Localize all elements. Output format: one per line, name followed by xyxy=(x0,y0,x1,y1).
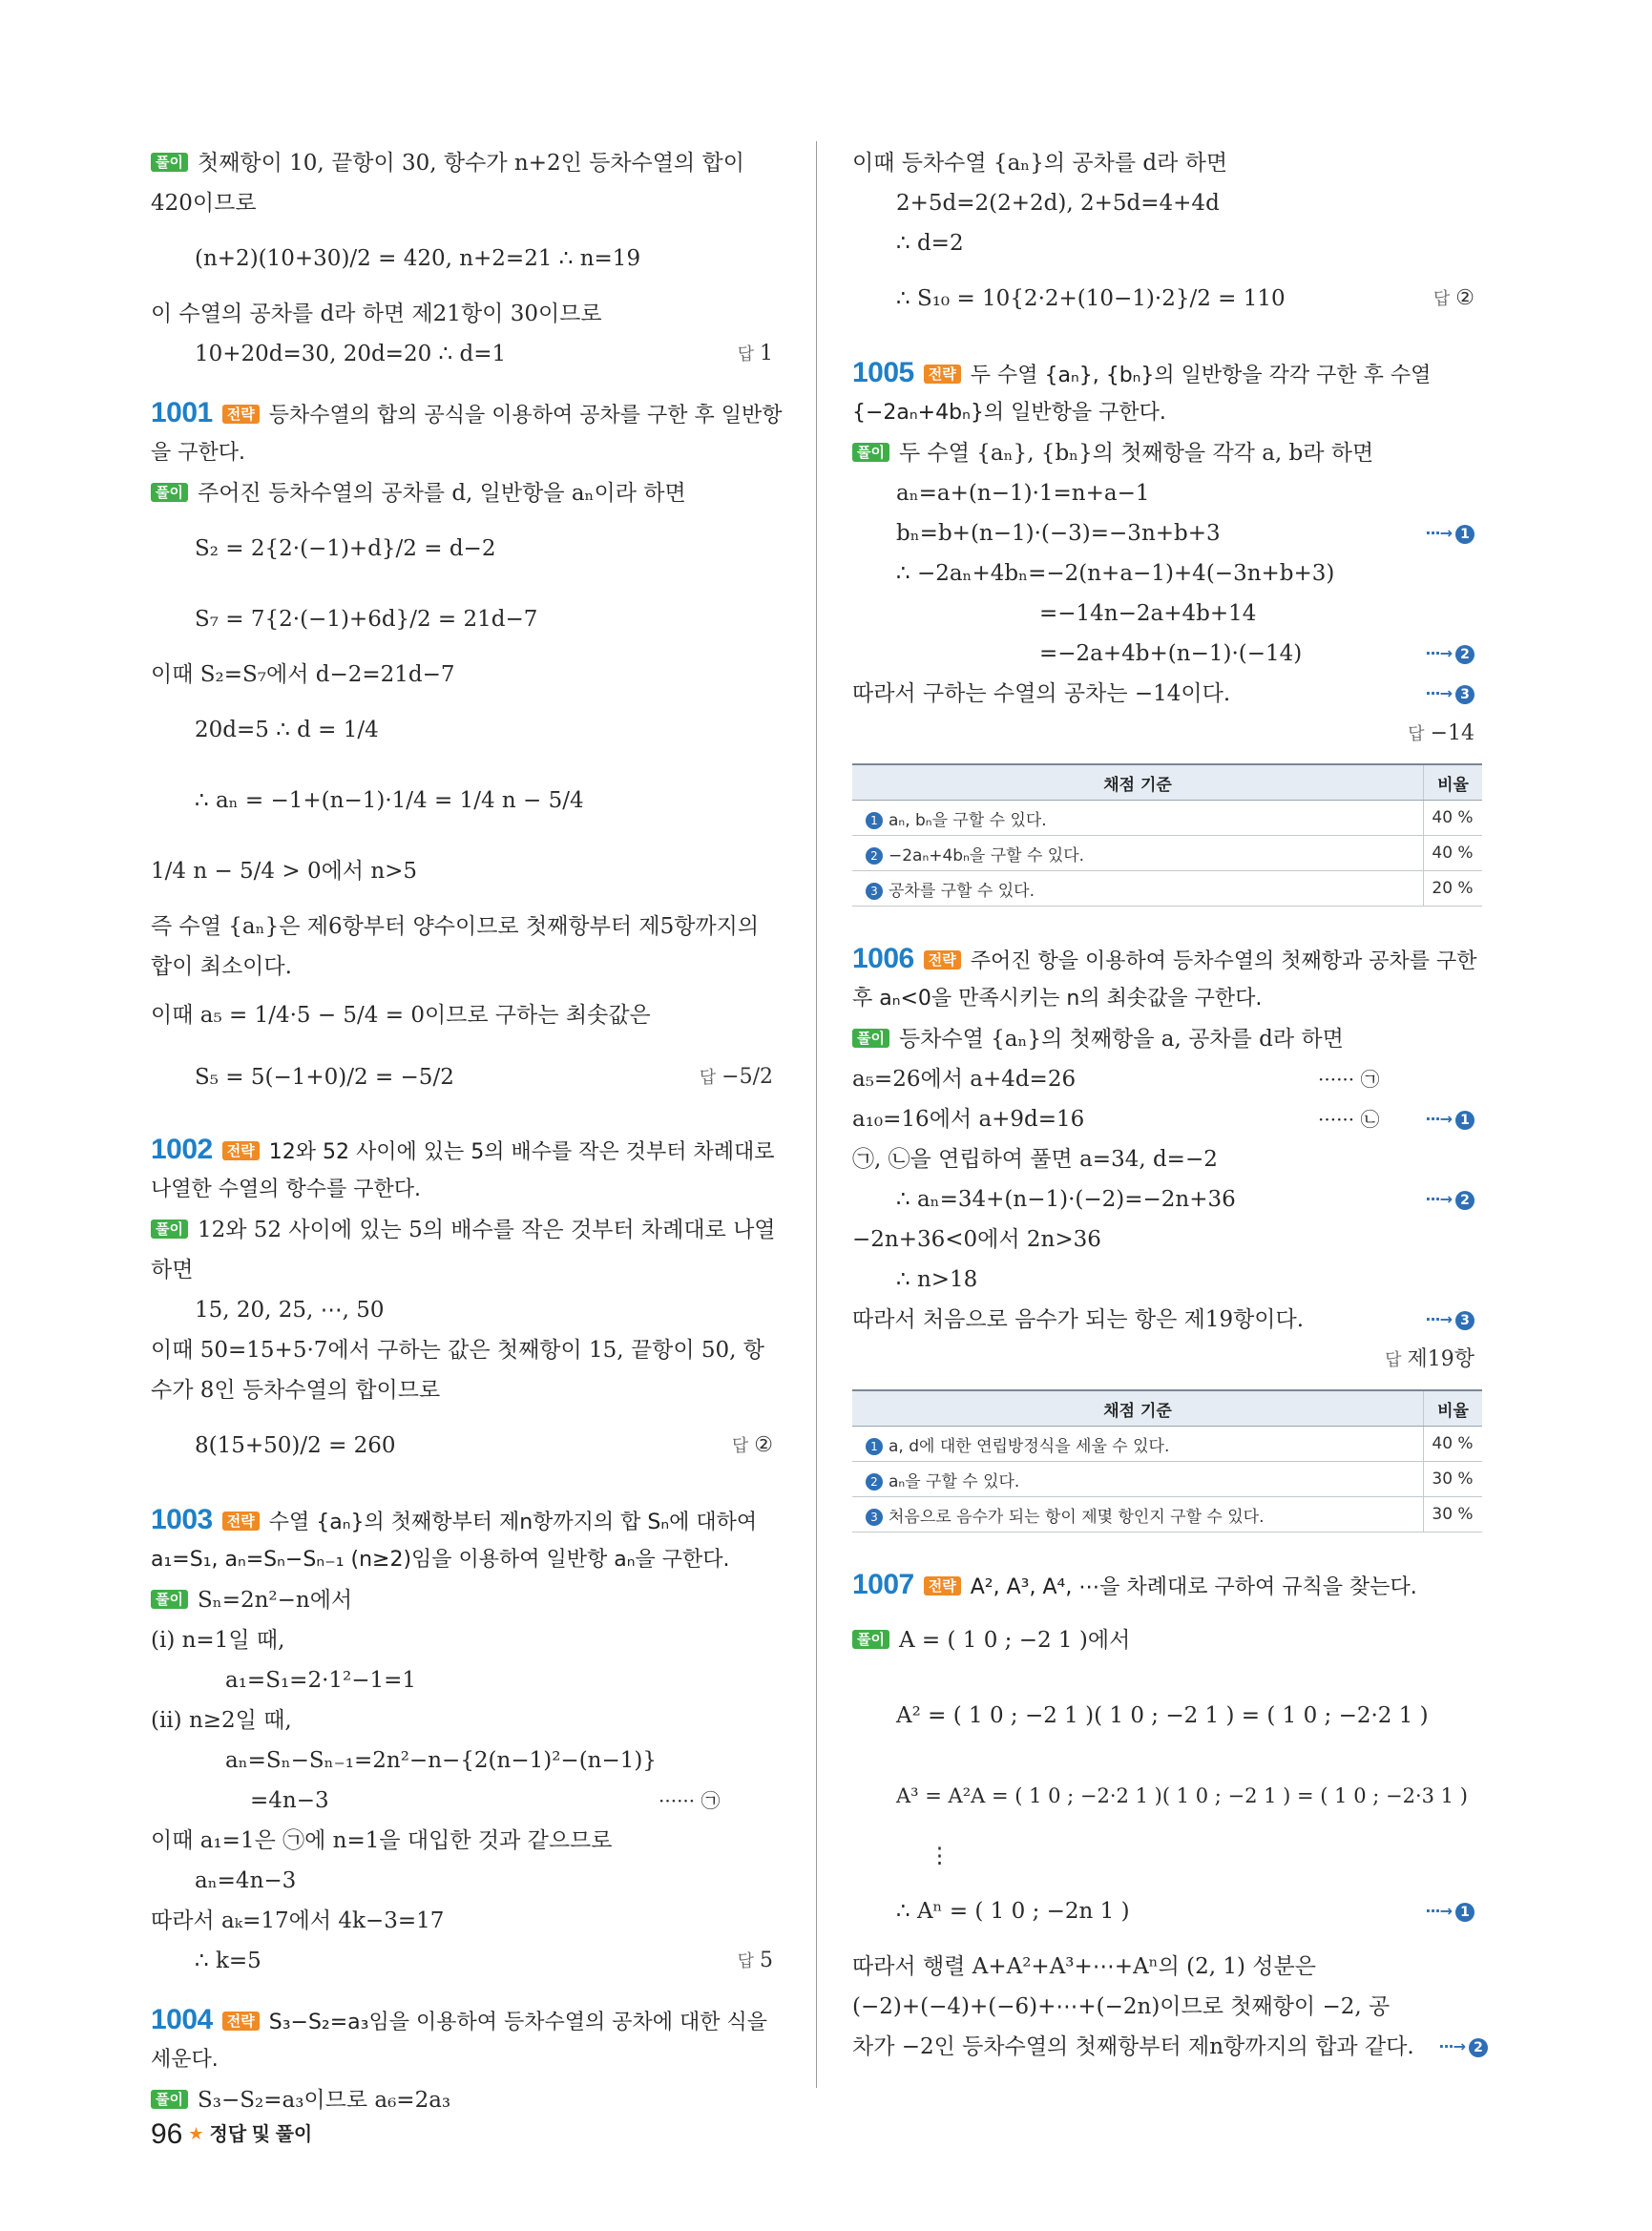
solution-line: 풀이 첫째항이 10, 끝항이 30, 항수가 n+2인 등차수열의 합이 xyxy=(151,143,781,183)
equation-line: ⋮ xyxy=(929,1844,951,1868)
step-icon: 1 xyxy=(866,812,883,829)
problem-number: 1003 xyxy=(151,1504,213,1535)
criteria-header: 채점 기준 xyxy=(852,1390,1424,1427)
answer-mark: 답 ② xyxy=(1433,263,1474,335)
strategy-text: {−2aₙ+4bₙ}의 일반항을 구한다. xyxy=(852,401,1166,425)
solution-tag: 풀이 xyxy=(852,443,889,462)
strategy-tag: 전략 xyxy=(924,1576,961,1595)
solution-tag: 풀이 xyxy=(151,483,188,502)
solution-line: 풀이 두 수열 {aₙ}, {bₙ}의 첫째항을 각각 a, b라 하면 xyxy=(852,433,1482,473)
problem-number: 1002 xyxy=(151,1134,213,1165)
table-row: 1 a, d에 대한 연립방정식을 세울 수 있다. 40 % xyxy=(852,1427,1482,1462)
table-row: 3 처음으로 음수가 되는 항이 제몇 항인지 구할 수 있다. 30 % xyxy=(852,1497,1482,1533)
step-marker: ···→ 1 xyxy=(1425,1099,1474,1139)
solution-tag: 풀이 xyxy=(852,1029,889,1048)
table-row: 2 aₙ을 구할 수 있다. 30 % xyxy=(852,1462,1482,1497)
strategy-tag: 전략 xyxy=(222,1141,260,1160)
step-1-icon: 1 xyxy=(1455,525,1474,544)
solution-line: 풀이 Sₙ=2n²−n에서 xyxy=(151,1580,781,1620)
solution-line: 이때 a₅ = 1/4·5 − 5/4 = 0이므로 구하는 최솟값은 xyxy=(151,1003,651,1028)
equation-line: S₂ = 2{2·(−1)+d}/2 = d−2 xyxy=(195,536,496,561)
problem-header: 1003 전략 수열 {aₙ}의 첫째항부터 제n항까지의 합 Sₙ에 대하여 xyxy=(151,1504,758,1535)
equation-line: 8(15+50)/2 = 260 답 ② xyxy=(151,1410,781,1481)
table-row: 3 공차를 구할 수 있다. 20 % xyxy=(852,871,1482,907)
solution-line: 즉 수열 {aₙ}은 제6항부터 양수이므로 첫째항부터 제5항까지의 xyxy=(151,914,760,939)
strategy-text: 을 구한다. xyxy=(151,441,245,465)
solution-line: 풀이 12와 52 사이에 있는 5의 배수를 작은 것부터 차례대로 나열 xyxy=(151,1210,781,1250)
step-1-icon: 1 xyxy=(1455,1111,1474,1130)
equation-line: aₙ=Sₙ−Sₙ₋₁=2n²−n−{2(n−1)²−(n−1)} xyxy=(225,1748,657,1773)
solution-line: 풀이 주어진 등차수열의 공차를 d, 일반항을 aₙ이라 하면 xyxy=(151,473,781,513)
solution-tag: 풀이 xyxy=(151,1590,188,1609)
step-icon: 3 xyxy=(866,883,883,900)
step-1-icon: 1 xyxy=(1455,1903,1474,1922)
step-marker: ···→ 3 xyxy=(1425,674,1474,714)
problem-header: 1005 전략 두 수열 {aₙ}, {bₙ}의 일반항을 각각 구한 후 수열 xyxy=(852,357,1432,388)
page-number: 96 xyxy=(151,2118,183,2150)
answer-mark: 답 −5/2 xyxy=(700,1044,773,1112)
step-icon: 3 xyxy=(866,1509,883,1526)
equation-line: 20d=5 ∴ d = 1/4 xyxy=(195,718,379,742)
problem-header: 1006 전략 주어진 항을 이용하여 등차수열의 첫째항과 공차를 구한 xyxy=(852,943,1477,974)
equation-line: a₁₀=16에서 a+9d=16 ······ ㉡ ···→ 1 xyxy=(852,1099,1482,1139)
step-marker: ···→ 2 xyxy=(1425,1179,1474,1220)
equation-line: a₁=S₁=2·1²−1=1 xyxy=(225,1668,417,1693)
equation-line: 10+20d=30, 20d=20 ∴ d=1 답 1 xyxy=(151,334,781,374)
left-column xyxy=(151,143,781,2120)
problem-number: 1004 xyxy=(151,2004,213,2035)
equation-line: =−2a+4b+(n−1)·(−14) ···→ 2 xyxy=(852,634,1482,674)
step-icon: 1 xyxy=(866,1438,883,1455)
step-2-icon: 2 xyxy=(1455,645,1474,664)
equation-mark: ······ ㉠ xyxy=(1318,1068,1380,1091)
answer-line xyxy=(852,714,1482,754)
strategy-text: 후 aₙ<0을 만족시키는 n의 최솟값을 구한다. xyxy=(852,987,1263,1011)
answer-icon: 답 xyxy=(699,1068,717,1088)
solution-line: 이때 50=15+5·7에서 구하는 값은 첫째항이 15, 끝항이 50, 항 xyxy=(151,1338,765,1363)
solution-line: ㉠, ㉡을 연립하여 풀면 a=34, d=−2 xyxy=(852,1147,1218,1172)
page-footer xyxy=(151,2118,312,2151)
equation-line: S₇ = 7{2·(−1)+6d}/2 = 21d−7 xyxy=(195,607,538,632)
equation-line: A³ = A²A = ( 1 0 ; −2·2 1 )( 1 0 ; −2 1 ) = ( 1 0 ; −2·3 1 ) xyxy=(896,1784,1468,1807)
solution-line: 따라서 aₖ=17에서 4k−3=17 xyxy=(151,1908,445,1933)
table-row: 2 −2aₙ+4bₙ을 구할 수 있다. 40 % xyxy=(852,836,1482,871)
step-2-icon: 2 xyxy=(1469,2038,1488,2057)
solution-line: 합이 최소이다. xyxy=(151,954,292,979)
footer-label: 정답 및 풀이 xyxy=(209,2124,313,2145)
strategy-text: 세운다. xyxy=(151,2048,219,2072)
strategy-tag: 전략 xyxy=(222,1512,260,1531)
equation-line: ∴ d=2 xyxy=(896,231,964,256)
answer-icon: 답 xyxy=(1432,289,1451,309)
answer-icon: 답 xyxy=(737,344,754,365)
ratio-header: 비율 xyxy=(1424,1390,1483,1427)
equation-line: ∴ k=5 답 5 xyxy=(151,1941,781,1981)
table-row: 1 aₙ, bₙ을 구할 수 있다. 40 % xyxy=(852,801,1482,836)
solution-line: (−2)+(−4)+(−6)+⋯+(−2n)이므로 첫째항이 −2, 공 xyxy=(852,1994,1391,2019)
strategy-tag: 전략 xyxy=(222,2012,260,2031)
solution-line: 따라서 구하는 수열의 공차는 −14이다. ···→ 3 xyxy=(852,674,1482,714)
column-divider xyxy=(816,141,817,2088)
equation-mark: ······ ㉠ xyxy=(659,1789,721,1812)
problem-number: 1006 xyxy=(852,943,914,974)
solution-tag: 풀이 xyxy=(852,1630,889,1649)
step-marker: ···→ 2 xyxy=(1425,634,1474,674)
step-icon: 2 xyxy=(866,847,883,865)
scoring-criteria-table xyxy=(852,1389,1482,1533)
answer-mark: 답 제19항 xyxy=(1385,1340,1474,1381)
solution-tag: 풀이 xyxy=(151,2090,188,2109)
solution-line: 하면 xyxy=(151,1258,194,1282)
equation-line: aₙ=4n−3 xyxy=(195,1868,297,1893)
step-marker: ···→ 3 xyxy=(1425,1300,1474,1340)
step-marker: ···→ 1 xyxy=(1425,513,1474,553)
answer-mark: 답 −14 xyxy=(1408,714,1474,755)
solution-tag: 풀이 xyxy=(151,1220,188,1239)
star-icon: ★ xyxy=(188,2124,204,2143)
step-3-icon: 3 xyxy=(1455,1311,1474,1330)
problem-header: 1007 전략 A², A³, A⁴, ⋯을 차례대로 구하여 규칙을 찾는다. xyxy=(852,1569,1417,1600)
solution-line: 풀이 등차수열 {aₙ}의 첫째항을 a, 공차를 d라 하면 xyxy=(852,1019,1482,1059)
solution-line: 이때 등차수열 {aₙ}의 공차를 d라 하면 xyxy=(852,151,1228,176)
equation-line: ∴ n>18 xyxy=(896,1267,978,1292)
answer-mark: 답 ② xyxy=(732,1410,773,1482)
solution-line: 이때 S₂=S₇에서 d−2=21d−7 xyxy=(151,662,455,687)
equation-line: ∴ aₙ = −1+(n−1)·1/4 = 1/4 n − 5/4 xyxy=(195,788,584,813)
answer-mark: 답 1 xyxy=(738,334,773,375)
equation-line: =4n−3 ······ ㉠ xyxy=(151,1781,781,1821)
solution-line: 420이므로 xyxy=(151,191,257,216)
problem-number: 1001 xyxy=(151,397,213,428)
step-marker: ···→ 2 xyxy=(1438,2027,1488,2067)
equation-line: 2+5d=2(2+2d), 2+5d=4+4d xyxy=(896,191,1220,216)
equation-mark: ······ ㉡ xyxy=(1318,1108,1380,1131)
criteria-header: 채점 기준 xyxy=(852,764,1424,801)
solution-line: 풀이 A = ( 1 0 ; −2 1 )에서 xyxy=(852,1605,1482,1676)
solution-tag: 풀이 xyxy=(151,153,188,172)
equation-line: ∴ S₁₀ = 10{2·2+(10−1)·2}/2 = 110 답 ② xyxy=(852,263,1482,334)
ratio-header: 비율 xyxy=(1424,764,1483,801)
solution-line: 따라서 행렬 A+A²+A³+⋯+Aⁿ의 (2, 1) 성분은 xyxy=(852,1954,1316,1979)
equation-line: 15, 20, 25, ⋯, 50 xyxy=(195,1298,385,1323)
step-marker: ···→ 1 xyxy=(1425,1876,1474,1947)
right-column xyxy=(852,143,1482,2067)
problem-number: 1005 xyxy=(852,357,914,388)
step-icon: 2 xyxy=(866,1473,883,1491)
problem-number: 1007 xyxy=(852,1569,914,1600)
answer-icon: 답 xyxy=(1408,724,1425,744)
problem-header: 1001 전략 등차수열의 합의 공식을 이용하여 공차를 구한 후 일반항 xyxy=(151,397,783,428)
equation-line: bₙ=b+(n−1)·(−3)=−3n+b+3 ···→ 1 xyxy=(852,513,1482,553)
problem-header: 1002 전략 12와 52 사이에 있는 5의 배수를 작은 것부터 차례대로 xyxy=(151,1134,775,1165)
equation-line: aₙ=a+(n−1)·1=n+a−1 xyxy=(896,481,1150,506)
answer-icon: 답 xyxy=(1385,1350,1402,1370)
strategy-tag: 전략 xyxy=(222,405,260,424)
solution-line: (i) n=1일 때, xyxy=(151,1628,285,1653)
step-3-icon: 3 xyxy=(1455,685,1474,704)
equation-line: a₅=26에서 a+4d=26 ······ ㉠ xyxy=(852,1059,1482,1099)
equation-line: A² = ( 1 0 ; −2 1 )( 1 0 ; −2 1 ) = ( 1 0 ; −2·2 1 ) xyxy=(896,1703,1429,1728)
solution-line: 차가 −2인 등차수열의 첫째항부터 제n항까지의 합과 같다. ···→ 2 xyxy=(852,2027,1482,2067)
solution-line: 이때 a₁=1은 ㉠에 n=1을 대입한 것과 같으므로 xyxy=(151,1828,613,1853)
equation-line: =−14n−2a+4b+14 xyxy=(1039,601,1257,626)
equation-line: (n+2)(10+30)/2 = 420, n+2=21 ∴ n=19 xyxy=(195,246,641,271)
step-2-icon: 2 xyxy=(1455,1191,1474,1210)
solution-line: 이 수열의 공차를 d라 하면 제21항이 30이므로 xyxy=(151,302,602,326)
strategy-text: 나열한 수열의 항수를 구한다. xyxy=(151,1178,421,1201)
equation-line: −2n+36<0에서 2n>36 xyxy=(852,1227,1101,1252)
answer-line xyxy=(852,1340,1482,1380)
answer-icon: 답 xyxy=(731,1436,749,1456)
scoring-criteria-table xyxy=(852,763,1482,907)
equation-line: S₅ = 5(−1+0)/2 = −5/2 답 −5/2 xyxy=(151,1044,781,1111)
answer-mark: 답 5 xyxy=(738,1941,773,1982)
strategy-text: a₁=S₁, aₙ=Sₙ−Sₙ₋₁ (n≥2)임을 이용하여 일반항 aₙ을 구한다. xyxy=(151,1548,730,1572)
solution-line: 풀이 S₃−S₂=a₃이므로 a₆=2a₃ xyxy=(151,2080,781,2120)
strategy-tag: 전략 xyxy=(924,365,961,384)
equation-line: ∴ −2aₙ+4bₙ=−2(n+a−1)+4(−3n+b+3) xyxy=(896,561,1335,586)
equation-line: 1/4 n − 5/4 > 0에서 n>5 xyxy=(151,859,418,884)
solution-line: 따라서 처음으로 음수가 되는 항은 제19항이다. ···→ 3 xyxy=(852,1300,1482,1340)
strategy-tag: 전략 xyxy=(924,950,961,970)
solution-line: 수가 8인 등차수열의 합이므로 xyxy=(151,1378,441,1403)
answer-icon: 답 xyxy=(737,1951,754,1971)
equation-line: ∴ Aⁿ = ( 1 0 ; −2n 1 ) ···→ 1 xyxy=(852,1876,1482,1947)
solution-line: (ii) n≥2일 때, xyxy=(151,1708,292,1733)
problem-header: 1004 전략 S₃−S₂=a₃임을 이용하여 등차수열의 공차에 대한 식을 xyxy=(151,2004,767,2035)
equation-line: ∴ aₙ=34+(n−1)·(−2)=−2n+36 ···→ 2 xyxy=(852,1179,1482,1220)
